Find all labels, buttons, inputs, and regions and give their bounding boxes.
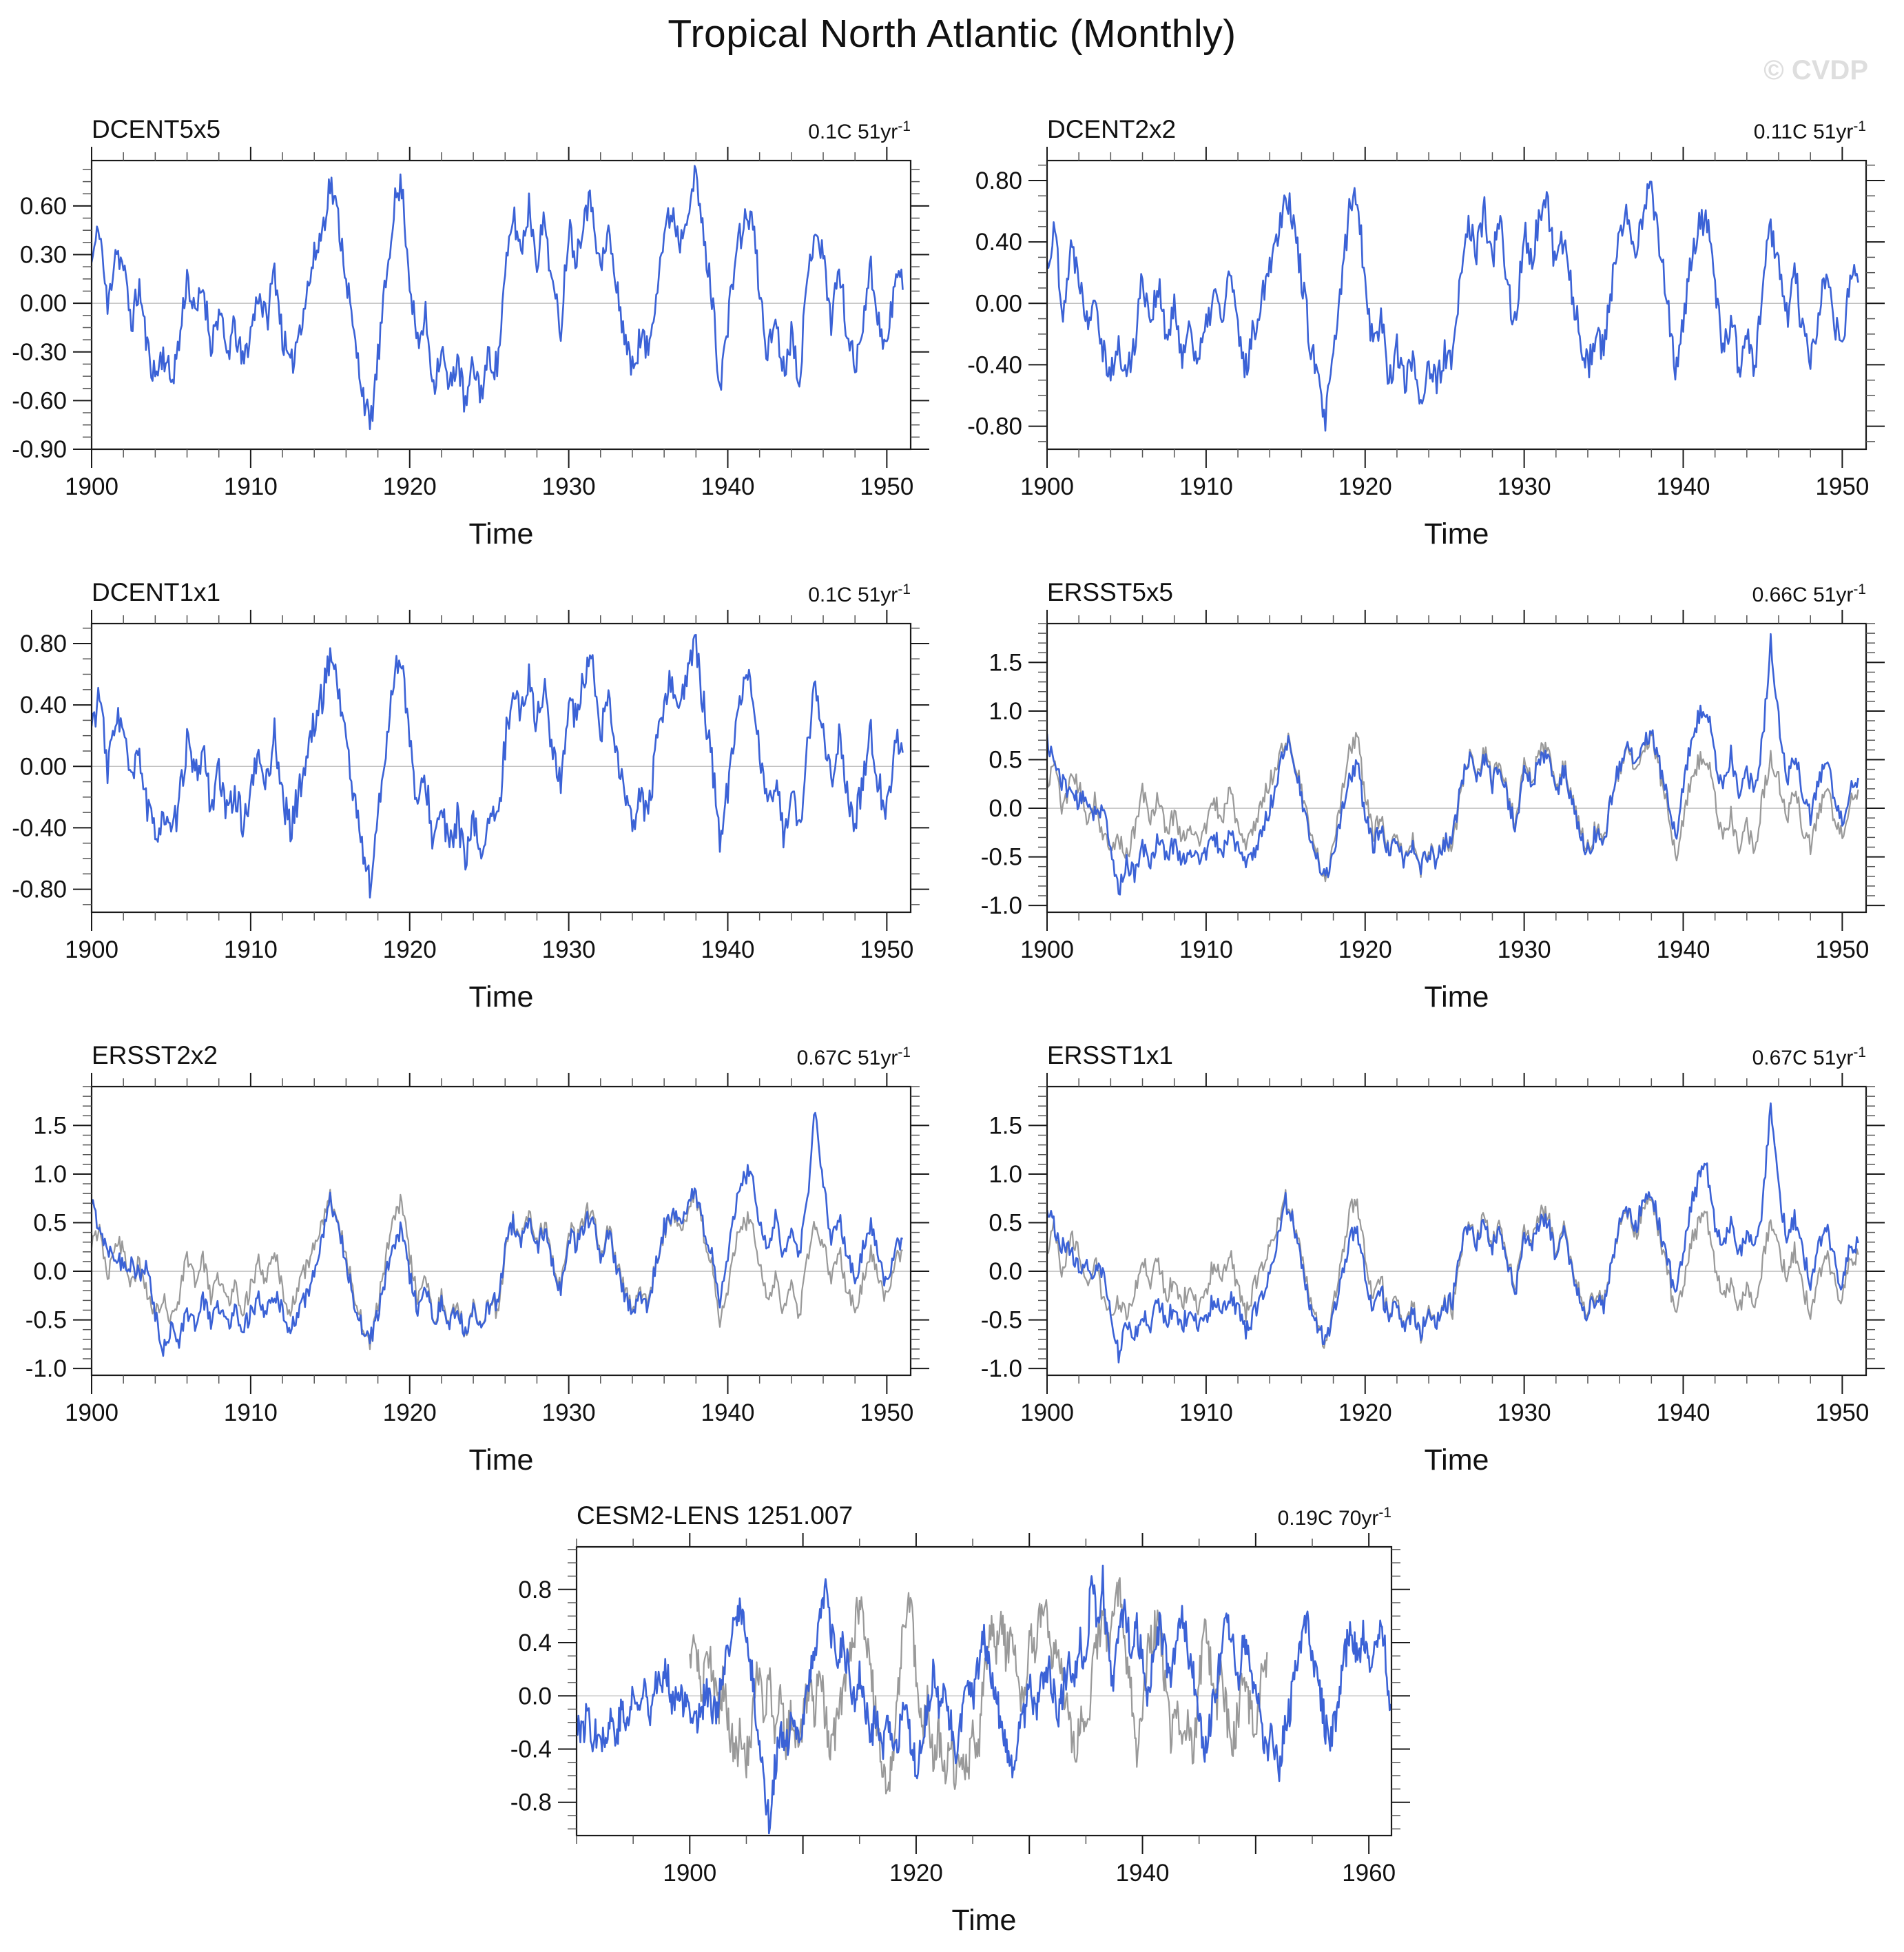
y-tick-label: -1.0 — [25, 1355, 67, 1383]
y-tick-label: 1.5 — [989, 649, 1022, 677]
x-tick-label: 1930 — [541, 473, 596, 500]
y-tick-label: -0.5 — [980, 1306, 1022, 1334]
panel-ersst1x1 — [958, 1030, 1902, 1492]
x-tick-label: 1920 — [1338, 473, 1392, 500]
x-tick-label: 1920 — [382, 473, 437, 500]
trend-label: 0.1C $51yr^{-1}$ — [808, 119, 911, 143]
y-tick-label: 1.0 — [33, 1160, 67, 1188]
series-group — [1047, 1103, 1859, 1362]
plot-box — [1047, 161, 1866, 449]
x-tick-label: 1920 — [889, 1860, 943, 1887]
y-tick-label: 0.00 — [975, 290, 1022, 318]
series-group — [1047, 182, 1859, 431]
x-tick-label: 1950 — [1815, 936, 1870, 963]
panel-ersst5x5 — [958, 567, 1902, 1029]
dcent5x5-index-line — [92, 166, 903, 429]
x-tick-label: 1940 — [1115, 1860, 1170, 1887]
x-axis-title: Time — [951, 1904, 1017, 1937]
x-tick-label: 1900 — [65, 936, 118, 963]
panel-title: ERSST5x5 — [1047, 578, 1174, 606]
panel-cesm2-lens — [487, 1490, 1427, 1952]
y-tick-label: 0.00 — [19, 290, 67, 318]
panel-dcent2x2 — [958, 104, 1902, 566]
x-axis-title: Time — [468, 517, 534, 551]
x-tick-label: 1960 — [1342, 1860, 1396, 1887]
x-tick-label: 1950 — [1815, 1399, 1870, 1426]
y-tick-label: 1.5 — [33, 1112, 67, 1140]
panel-title: ERSST1x1 — [1047, 1041, 1174, 1069]
trend-label: 0.67C $51yr^{-1}$ — [796, 1045, 911, 1069]
y-tick-label: 0.0 — [518, 1683, 552, 1710]
plot-area — [487, 1533, 1427, 1915]
y-tick-label: 0.5 — [989, 746, 1022, 774]
y-tick-label: -0.8 — [510, 1789, 552, 1816]
x-tick-label: 1910 — [223, 473, 278, 500]
plot-box — [92, 161, 911, 449]
plot-box — [1047, 624, 1866, 912]
x-tick-label: 1950 — [860, 936, 914, 963]
x-tick-label: 1940 — [701, 936, 755, 963]
trend-label: 0.66C $51yr^{-1}$ — [1752, 582, 1866, 606]
ersst2x2-index-line — [92, 1113, 903, 1356]
panel-dcent1x1 — [2, 567, 946, 1029]
y-tick-label: 0.30 — [19, 241, 67, 269]
plot-area — [2, 610, 946, 992]
x-tick-label: 1940 — [1656, 473, 1710, 500]
y-tick-label: 0.0 — [989, 795, 1022, 823]
y-tick-label: 0.40 — [19, 692, 67, 719]
x-tick-label: 1920 — [1338, 1399, 1392, 1426]
x-tick-label: 1900 — [1020, 936, 1074, 963]
plot-box — [577, 1547, 1391, 1836]
y-tick-label: -0.80 — [967, 413, 1022, 440]
dcent-reference-line — [92, 1190, 903, 1350]
plot-area — [2, 147, 946, 528]
panel-title: DCENT1x1 — [92, 578, 221, 606]
trend-label: 0.11C $51yr^{-1}$ — [1753, 119, 1866, 143]
x-tick-label: 1910 — [223, 1399, 278, 1426]
x-tick-label: 1940 — [701, 473, 755, 500]
x-axis-title: Time — [1424, 980, 1489, 1014]
x-tick-label: 1900 — [1020, 1399, 1074, 1426]
x-tick-label: 1910 — [223, 936, 278, 963]
series-group — [92, 1113, 903, 1356]
x-tick-label: 1930 — [1497, 936, 1551, 963]
panel-ersst2x2 — [2, 1030, 946, 1492]
y-tick-label: -0.30 — [12, 338, 67, 366]
y-tick-label: -0.4 — [510, 1736, 552, 1763]
x-tick-label: 1910 — [1179, 1399, 1233, 1426]
x-tick-label: 1900 — [65, 473, 118, 500]
y-tick-label: -0.80 — [12, 876, 67, 903]
plot-box — [92, 624, 911, 912]
trend-label: 0.19C $70yr^{-1}$ — [1277, 1505, 1391, 1530]
y-tick-label: 0.80 — [975, 167, 1022, 194]
x-tick-label: 1950 — [860, 473, 914, 500]
y-tick-label: 0.60 — [19, 192, 67, 220]
y-tick-label: 0.5 — [33, 1209, 67, 1237]
x-tick-label: 1950 — [860, 1399, 914, 1426]
x-tick-label: 1950 — [1815, 473, 1870, 500]
x-tick-label: 1900 — [663, 1860, 717, 1887]
x-tick-label: 1920 — [382, 936, 437, 963]
y-tick-label: 0.40 — [975, 229, 1022, 256]
y-tick-label: 0.4 — [518, 1630, 552, 1657]
x-tick-label: 1900 — [1020, 473, 1074, 500]
plot-area — [958, 610, 1902, 992]
plot-area — [2, 1073, 946, 1455]
panel-dcent5x5 — [2, 104, 946, 566]
y-tick-label: 1.0 — [989, 697, 1022, 725]
plot-box — [92, 1087, 911, 1375]
y-tick-label: -0.5 — [980, 843, 1022, 871]
x-tick-label: 1920 — [382, 1399, 437, 1426]
y-tick-label: -1.0 — [980, 892, 1022, 920]
x-tick-label: 1930 — [541, 1399, 596, 1426]
plot-box — [1047, 1087, 1866, 1375]
series-group — [577, 1565, 1391, 1833]
x-tick-label: 1930 — [541, 936, 596, 963]
plot-area — [958, 1073, 1902, 1455]
x-tick-label: 1910 — [1179, 473, 1233, 500]
series-group — [1047, 634, 1859, 894]
y-tick-label: -0.90 — [12, 436, 67, 463]
plot-area — [958, 147, 1902, 528]
panel-title: CESM2-LENS 1251.007 — [577, 1501, 853, 1530]
panel-title: ERSST2x2 — [92, 1041, 218, 1069]
panel-title: DCENT2x2 — [1047, 115, 1177, 143]
y-tick-label: 0.80 — [19, 630, 67, 657]
y-tick-label: 0.0 — [989, 1258, 1022, 1286]
y-tick-label: 0.5 — [989, 1209, 1022, 1237]
panel-title: DCENT5x5 — [92, 115, 221, 143]
y-tick-label: -0.40 — [12, 814, 67, 842]
x-tick-label: 1900 — [65, 1399, 118, 1426]
dcent2x2-index-line — [1047, 182, 1859, 431]
trend-label: 0.1C $51yr^{-1}$ — [808, 582, 911, 606]
x-axis-title: Time — [468, 980, 534, 1014]
y-tick-label: 1.5 — [989, 1112, 1022, 1140]
y-tick-label: -0.5 — [25, 1306, 67, 1334]
cesm2-lens-index-line — [577, 1565, 1391, 1833]
series-group — [92, 166, 903, 429]
y-tick-label: 0.8 — [518, 1576, 552, 1603]
y-tick-label: -1.0 — [980, 1355, 1022, 1383]
cvdp-watermark: © CVDP — [1763, 55, 1868, 85]
x-tick-label: 1930 — [1497, 1399, 1551, 1426]
x-tick-label: 1910 — [1179, 936, 1233, 963]
y-tick-label: 1.0 — [989, 1160, 1022, 1188]
y-tick-label: -0.40 — [967, 351, 1022, 379]
x-tick-label: 1920 — [1338, 936, 1392, 963]
x-tick-label: 1940 — [1656, 1399, 1710, 1426]
x-axis-title: Time — [468, 1444, 534, 1477]
y-tick-label: 0.0 — [33, 1258, 67, 1286]
x-axis-title: Time — [1424, 1444, 1489, 1477]
figure-title: Tropical North Atlantic (Monthly) — [668, 12, 1236, 56]
x-tick-label: 1930 — [1497, 473, 1551, 500]
x-tick-label: 1940 — [701, 1399, 755, 1426]
ersst1x1-index-line — [1047, 1103, 1859, 1362]
x-tick-label: 1940 — [1656, 936, 1710, 963]
trend-label: 0.67C $51yr^{-1}$ — [1752, 1045, 1866, 1069]
y-tick-label: -0.60 — [12, 387, 67, 415]
ersst5x5-index-line — [1047, 634, 1859, 894]
y-tick-label: 0.00 — [19, 753, 67, 781]
x-axis-title: Time — [1424, 517, 1489, 551]
